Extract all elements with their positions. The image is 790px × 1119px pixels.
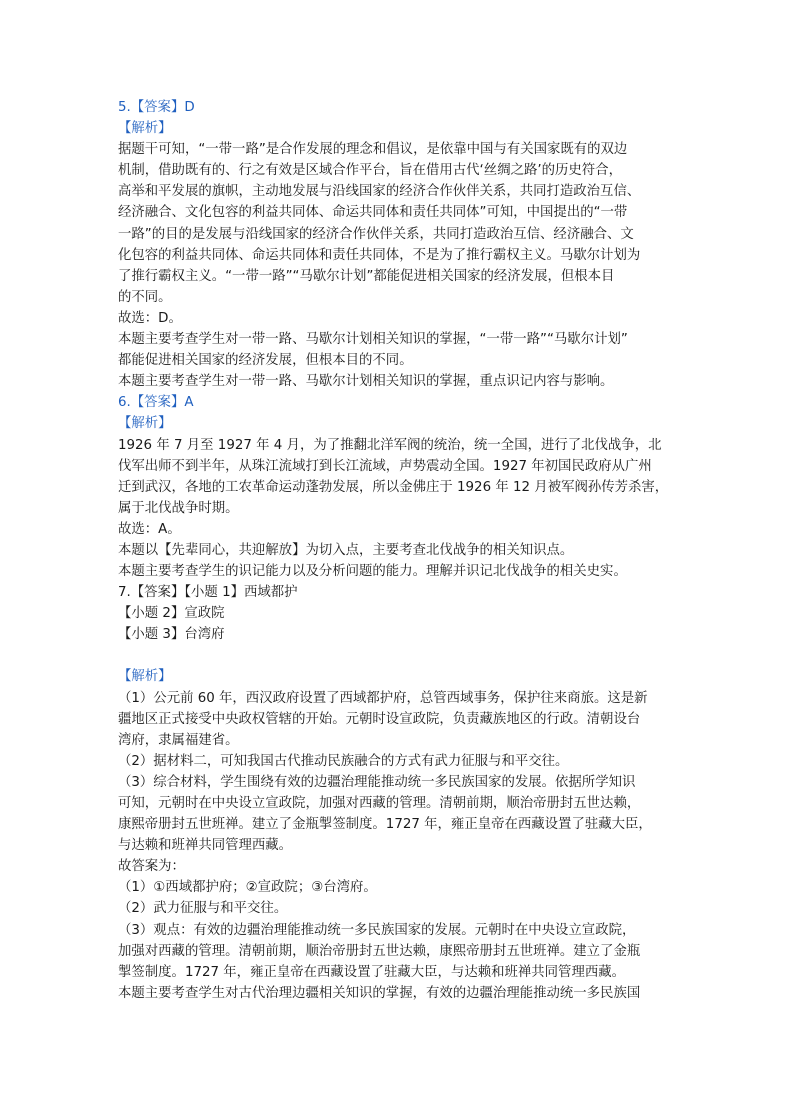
q5-line: 高举和平发展的旗帜，主动地发展与沿线国家的经济合作伙伴关系，共同打造政治互信、 [118, 184, 641, 200]
q6-line: 本题主要考查学生的识记能力以及分析问题的能力。理解并识记北伐战争的相关史实。 [118, 564, 627, 580]
q5-line: 一路”的目的是发展与沿线国家的经济合作伙伴关系，共同打造政治互信、经济融合、文 [118, 226, 634, 242]
q5-line: 本题主要考查学生对一带一路、马歇尔计划相关知识的掌握，重点识记内容与影响。 [118, 374, 614, 390]
q7-line: 故答案为： [118, 859, 185, 875]
q5-line: 化包容的利益共同体、命运共同体和责任共同体，不是为了推行霸权主义。马歇尔计划为 [118, 247, 641, 263]
q5-line: 的不同。 [118, 289, 172, 305]
q7-line: （1）①西域都护府；②宣政院；③台湾府。 [118, 880, 377, 896]
q7-line: 掣签制度。1727 年，雍正皇帝在西藏设置了驻藏大臣，与达赖和班禅共同管理西藏。 [118, 964, 626, 980]
q7-line: （3）综合材料，学生围绕有效的边疆治理能推动统一多民族国家的发展。依据所学知识 [118, 774, 636, 790]
q6-line: 本题以【先辈同心，共迎解放】为切入点，主要考查北伐战争的相关知识点。 [118, 542, 574, 558]
q5-line: 本题主要考查学生对一带一路、马歇尔计划相关知识的掌握，“一带一路”“马歇尔计划” [118, 332, 628, 348]
q7-analysis-label: 【解析】 [118, 669, 172, 685]
q7-analysis-body [118, 688, 678, 1004]
q5-line: 故选：D。 [118, 310, 182, 326]
q7-answer: 7.【答案】【小题 1】西域都护 [118, 585, 298, 601]
q5-answer: 5.【答案】D [118, 100, 195, 115]
q7-line: 加强对西藏的管理。清朝前期，顺治帝册封五世达赖，康熙帝册封五世班禅。建立了金瓶 [118, 943, 641, 959]
q5-line: 机制，借助既有的、行之有效是区域合作平台，旨在借用古代‘丝绸之路’的历史符合， [118, 163, 622, 179]
q7-line: 康熙帝册封五世班禅。建立了金瓶掣签制度。1727 年，雍正皇帝在西藏设置了驻藏大臣， [118, 817, 652, 833]
q5-line: 都能促进相关国家的经济发展，但根本目的不同。 [118, 353, 413, 369]
q5-analysis-body [118, 139, 678, 392]
q7-line: 与达赖和班禅共同管理西藏。 [118, 838, 293, 854]
q7-line: （1）公元前 60 年，西汉政府设置了西域都护府，总管西域事务，保护往来商旅。这是新 [118, 690, 648, 706]
q5-line: 经济融合、文化包容的利益共同体、命运共同体和责任共同体”可知，中国提出的“一带 [118, 205, 628, 221]
q5-line: 据题干可知，“一带一路”是合作发展的理念和倡议，是依靠中国与有关国家既有的双边 [118, 142, 628, 158]
q7-line: 本题主要考查学生对古代治理边疆相关知识的掌握，有效的边疆治理能推动统一多民族国 [118, 985, 641, 1001]
spacer [118, 645, 678, 666]
q7-sub-answer: 【小题 2】宣政院 [118, 606, 225, 622]
q7-line: （2）武力征服与和平交往。 [118, 901, 288, 917]
q7-line: 湾府，隶属福建省。 [118, 732, 239, 748]
q7-sub-answer: 【小题 3】台湾府 [118, 627, 225, 643]
q7-line: （2）据材料二，可知我国古代推动民族融合的方式有武力征服与和平交往。 [118, 753, 569, 769]
q6-answer: 6.【答案】A [118, 395, 194, 411]
q6-line: 1926 年 7 月至 1927 年 4 月，为了推翻北洋军阀的统治，统一全国，进行了北伐战争，北 [118, 437, 662, 453]
q6-line: 迁到武汉，各地的工农革命运动蓬勃发展，所以金佛庄于 1926 年 12 月被军阀孙传芳杀害， [118, 479, 669, 495]
q6-line: 伐军出师不到半年，从珠江流域打到长江流域，声势震动全国。1927 年初国民政府从广州 [118, 458, 652, 474]
document-page [118, 97, 678, 1004]
q7-line: 可知，元朝时在中央设立宣政院，加强对西藏的管理。清朝前期，顺治帝册封五世达赖， [118, 796, 641, 811]
q5-analysis-label: 【解析】 [118, 121, 172, 137]
q7-line: 疆地区正式接受中央政权管辖的开始。元朝时设宣政院，负责藏族地区的行政。清朝设台 [118, 711, 641, 727]
q7-line: （3）观点：有效的边疆治理能推动统一多民族国家的发展。元朝时在中央设立宣政院， [118, 922, 636, 938]
q6-line: 属于北伐战争时期。 [118, 500, 239, 516]
q6-analysis-body [118, 435, 678, 583]
q6-line: 故选：A。 [118, 521, 181, 537]
q5-line: 了推行霸权主义。“一带一路”“马歇尔计划”都能促进相关国家的经济发展，但根本目 [118, 268, 615, 284]
q6-analysis-label: 【解析】 [118, 416, 172, 432]
